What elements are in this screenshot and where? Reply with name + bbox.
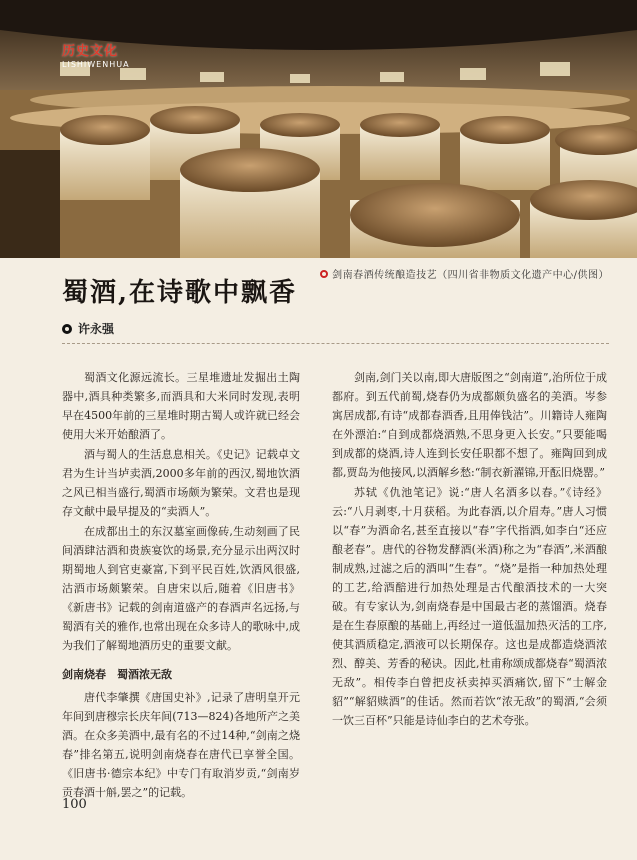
- wine-jars-photo: [0, 0, 637, 258]
- paragraph: 在成都出土的东汉墓室画像砖,生动刻画了民间酒肆沽酒和贵族宴饮的场景,充分显示出两汉时期蜀地人到官吏豪富,下到平民百姓,饮酒风很盛,沽酒市场颇繁荣。自唐宋以后,随着《旧唐书》《新唐书》记载的剑南道盛产的春酒声名远扬,与蜀酒有关的雅作,也常出现在众多诗人的歌咏中,成为我们了解蜀地酒历史的重要文献。: [62, 525, 300, 652]
- subheading: 剑南烧春 蜀酒浓无敌: [62, 668, 172, 681]
- paragraph: 蜀酒文化源远流长。三星堆遗址发掘出土陶器中,酒具种类繁多,而酒具和大米同时发现,表明早在4500年前的三星堆时期古蜀人或许就已经会使用大米开始酿酒了。: [62, 371, 300, 441]
- section-brand: [62, 40, 130, 69]
- page-number: 100: [62, 797, 87, 812]
- author-name: 许永强: [78, 322, 115, 336]
- bullet-icon: [320, 270, 328, 278]
- paragraph: 唐代李肇撰《唐国史补》,记录了唐明皇开元年间到唐穆宗长庆年间(713—824)各地所产之美酒。在众多美酒中,最有名的不过14种,“剑南之烧春”排名第五,说明剑南烧春在唐代已享誉全国。《旧唐书·德宗本纪》中专门有取消岁贡,“剑南岁贡春酒十斛,罢之”的记载。: [62, 691, 300, 799]
- photo-caption: [320, 266, 609, 281]
- article-column-left: [62, 368, 300, 803]
- paragraph: 苏轼《仇池笔记》说:“唐人名酒多以春。”《诗经》云:“八月剥枣,十月获稻。为此春酒,以介眉寿。”唐人习惯以“春”为酒命名,甚至直接以“春”字代指酒,如李白“还应酿老春”。唐代的谷物发酵酒(米酒)称之为“春酒”,米酒酿制成熟,过滤之后的酒叫“生春”。“烧”是指一种加热处理的工艺,给酒醅进行加热处理是古代酿酒技术的一大突破。有专家认为,剑南烧春是中国最古老的蒸馏酒。烧春是在生春原酿的基础上,再经过一道低温加热灭活的工序,使其酒质稳定,酒液可以长期保存。这也是成都造烧酒浓烈、醇美、芳香的秘诀。因此,杜甫称颂成都烧春“蜀酒浓无敌”。相传李白曾把皮袄卖掉买酒痛饮,留下“士解金貂”“解貂赎酒”的佳话。然而若饮“浓无敌”的蜀酒,“会须一饮三百杯”只能是诗仙李白的艺术夸张。: [332, 486, 607, 727]
- article-column-right: [332, 368, 607, 731]
- brand-en: LISHIWENHUA: [62, 60, 130, 69]
- brand-cn: 历史文化: [62, 44, 119, 59]
- paragraph: 剑南,剑门关以南,即大唐版图之“剑南道”,治所位于成都府。到五代前蜀,烧春仍为成都颇负盛名的美酒。岑参寓居成都,有诗“成都春酒香,且用俸钱沽”。川籍诗人雍陶在外漂泊:“自到成都烧酒熟,不思身更入长安。”只要能喝到成都的烧酒,诗人连到长安任职都不想了。雍陶回到成都,贾岛为他接风,以酒解乡愁:“制衣新濯锦,开酝旧烧罂。”: [332, 371, 607, 479]
- article-title: 蜀酒,在诗歌中飘香: [62, 278, 298, 308]
- bullet-icon: [62, 324, 72, 334]
- photo-caption-text: 剑南春酒传统酿造技艺（四川省非物质文化遗产中心/供图）: [332, 270, 609, 281]
- paragraph: 酒与蜀人的生活息息相关。《史记》记载卓文君为生计当垆卖酒,2000多年前的西汉,蜀地饮酒之风已相当盛行,蜀酒市场颇为繁荣。文君也是现存文献中最早提及的“卖酒人”。: [62, 448, 300, 518]
- header-photo: [0, 0, 637, 258]
- divider: [62, 343, 609, 344]
- article-author: [62, 320, 114, 337]
